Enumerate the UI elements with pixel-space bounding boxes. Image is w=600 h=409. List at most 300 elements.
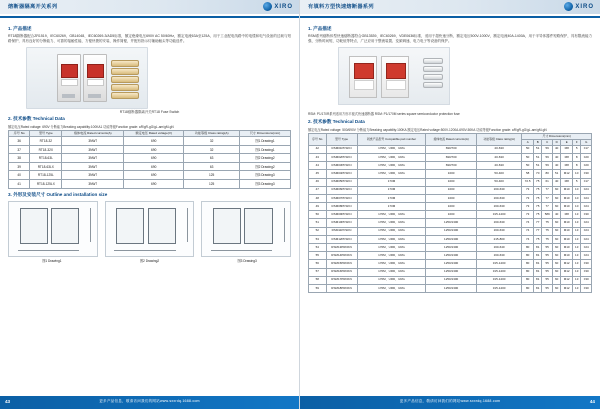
cell-voltage: 690 — [124, 154, 184, 163]
cell-type: RT18-63LX — [30, 162, 62, 171]
cell-current: 3NW7 — [62, 137, 124, 146]
device-window — [354, 63, 374, 79]
cell-f: 13 — [573, 260, 581, 268]
right-col-no: 序号 No — [309, 134, 327, 146]
left-table-body — [9, 137, 291, 188]
fuse-blade — [423, 66, 443, 72]
cell-f: 8 — [573, 153, 581, 161]
cell-b: 75 — [534, 203, 542, 211]
cell-type: RT18-32 — [30, 137, 62, 146]
cell-e: M10 — [561, 235, 573, 243]
cell-class: 160-630 — [476, 227, 522, 235]
product-photo-block — [8, 47, 291, 113]
cell-f: 13 — [573, 211, 581, 219]
cell-dim: 图3 Drawing3 — [240, 171, 291, 180]
cell-current: 1000 — [426, 170, 476, 178]
cell-c: 59 — [542, 145, 553, 153]
left-col-class: 功能等级 Class rating(A) — [184, 131, 240, 137]
drawing-body-right — [51, 208, 79, 243]
right-table-head — [309, 134, 592, 146]
cell-current: 1000 — [426, 186, 476, 194]
cell-no: 54 — [309, 244, 327, 252]
cell-no: 44 — [309, 162, 327, 170]
cell-class: 215-800 — [476, 235, 522, 243]
cell-no: 45 — [309, 170, 327, 178]
cell-type: RT18-125LX — [30, 180, 62, 189]
cell-f: 10 — [573, 170, 581, 178]
cell-no: 37 — [9, 145, 30, 154]
right-header-title: 有填料方型快速熔断器系列 — [308, 4, 374, 10]
cell-compatible: 170M、URD、URG — [357, 260, 426, 268]
cell-no: 50 — [309, 211, 327, 219]
cell-compatible: 170M、URD、URG — [357, 219, 426, 227]
cell-f: 13 — [573, 235, 581, 243]
cell-e: M10 — [561, 219, 573, 227]
cell-a: 50 — [522, 145, 534, 153]
cell-current: 3NW7 — [62, 171, 124, 180]
cell-no: 47 — [309, 186, 327, 194]
cell-current: 1000 — [426, 194, 476, 202]
cell-g: ±24 — [581, 252, 592, 260]
cell-c: 589 — [542, 211, 553, 219]
cell-g: ±24 — [581, 194, 592, 202]
cell-current: 3NW7 — [62, 145, 124, 154]
cell-class: 125 — [184, 180, 240, 189]
right-page — [300, 0, 600, 409]
cell-no: 40 — [9, 171, 30, 180]
cell-b: 51 — [534, 153, 542, 161]
cell-class: 315-1400 — [476, 276, 522, 284]
cell-c: 55 — [542, 244, 553, 252]
cell-g: ±24 — [581, 227, 592, 235]
cell-c: 75 — [542, 219, 553, 227]
cell-g: ±30 — [581, 284, 592, 292]
cell-type: RSM13PRDKN — [326, 244, 357, 252]
cell-e: M12 — [561, 284, 573, 292]
left-header-title: 熔断器隔离开关系列 — [8, 4, 58, 10]
cell-c: 77 — [542, 186, 553, 194]
cell-class: 315-1400 — [476, 284, 522, 292]
device-clip — [62, 94, 75, 98]
cell-d: 60 — [552, 260, 560, 268]
cell-compatible: 170M、URD、URG — [357, 276, 426, 284]
cell-c: 55 — [542, 284, 553, 292]
outline-drawings — [8, 201, 291, 257]
cell-no: 55 — [309, 252, 327, 260]
cell-a: 72.5 — [522, 178, 534, 186]
cell-no: 46 — [309, 178, 327, 186]
fuse-link — [111, 76, 139, 83]
cell-c: 59 — [542, 162, 553, 170]
left-col-current: 熔体电流 Rated currents(A) — [62, 131, 124, 137]
drawing-body-left — [20, 208, 48, 243]
cell-b: 81 — [534, 268, 542, 276]
cell-e: M10 — [561, 186, 573, 194]
cell-b: 75 — [534, 194, 542, 202]
table-row — [309, 203, 592, 211]
cell-e: M10 — [561, 227, 573, 235]
cell-class: 63 — [184, 154, 240, 163]
right-col-compatible: 同类产品型号 Compatible part number — [357, 134, 426, 146]
table-row — [9, 137, 291, 146]
device-window — [386, 63, 406, 79]
cell-dim: 图2 Drawing2 — [240, 154, 291, 163]
cell-c: 55 — [542, 252, 553, 260]
cell-e: M12 — [561, 268, 573, 276]
cell-type: RSM03PFSKN — [326, 162, 357, 170]
cell-class: 315-1400 — [476, 268, 522, 276]
right-page-number: 44 — [589, 399, 595, 405]
left-page-body — [0, 18, 299, 263]
cell-f: 13 — [573, 227, 581, 235]
cell-e: M10 — [561, 252, 573, 260]
cell-dim: 图3 Drawing3 — [240, 180, 291, 189]
cell-current: 1250/1300 — [426, 244, 476, 252]
cell-no: 49 — [309, 203, 327, 211]
dim-col-f: F — [573, 139, 581, 145]
cell-type: RSM09PFSKN — [326, 211, 357, 219]
cell-no: 39 — [9, 162, 30, 171]
dimension-line-horizontal — [114, 250, 175, 251]
fuse-link — [111, 60, 139, 67]
cell-d: 60 — [552, 235, 560, 243]
fuse-device-1 — [349, 56, 377, 98]
fuse-switch-device-1 — [57, 54, 81, 102]
cell-d: 60 — [552, 268, 560, 276]
cell-a: 74 — [522, 219, 534, 227]
cell-a: 73 — [522, 194, 534, 202]
cell-g: ±24 — [581, 235, 592, 243]
cell-compatible: 170M — [357, 203, 426, 211]
cell-class: 160-630 — [476, 186, 522, 194]
dimension-line-vertical — [90, 208, 91, 241]
cell-g: ±20 — [581, 162, 592, 170]
table-row — [309, 244, 592, 252]
cell-type: RSM02PFSKN — [326, 153, 357, 161]
table-row — [309, 170, 592, 178]
cell-current: 1000 — [426, 178, 476, 186]
cell-type: RT18-32X — [30, 145, 62, 154]
cell-g: ±30 — [581, 170, 592, 178]
cell-a: 80 — [522, 284, 534, 292]
cell-dim: 图2 Drawing2 — [240, 162, 291, 171]
cell-f: 10 — [573, 186, 581, 194]
cell-c: 55 — [542, 260, 553, 268]
cell-class: 50-400 — [476, 178, 522, 186]
cell-type: RSM07PFSKN — [326, 194, 357, 202]
cell-type: RSM11PFSKN — [326, 227, 357, 235]
cell-type: RSM08PFSKN — [326, 203, 357, 211]
cell-d: 60 — [552, 284, 560, 292]
left-page-footer — [0, 396, 299, 409]
cell-compatible: 170M、URD、URG — [357, 227, 426, 235]
cell-e: M10 — [561, 244, 573, 252]
cell-e: M8 — [561, 162, 573, 170]
table-row — [9, 145, 291, 154]
left-section1-title: 1. 产品描述 — [8, 26, 32, 31]
cell-current: 690/700 — [426, 145, 476, 153]
cell-type: RSM10PFSKN — [326, 219, 357, 227]
fuse-link — [111, 84, 139, 91]
outline-drawing-2 — [105, 201, 195, 257]
fuse-link — [111, 68, 139, 75]
cell-current: 1250/1300 — [426, 235, 476, 243]
cell-g: ±17 — [581, 178, 592, 186]
cell-d: 60 — [552, 203, 560, 211]
cell-e: M10 — [561, 203, 573, 211]
cell-compatible: 170M、URD、URG — [357, 145, 426, 153]
cell-current: 1250/1300 — [426, 260, 476, 268]
cell-g: ±24 — [581, 219, 592, 227]
cell-e: M12 — [561, 276, 573, 284]
fuse-blade — [423, 82, 443, 88]
cell-d: 51 — [552, 170, 560, 178]
cell-e: M8 — [561, 178, 573, 186]
cell-no: 41 — [9, 180, 30, 189]
cell-type: RSM16PRDKN — [326, 268, 357, 276]
table-row — [9, 162, 291, 171]
cell-d: 60 — [552, 244, 560, 252]
cell-c: 77 — [542, 203, 553, 211]
right-spec-table — [308, 133, 592, 293]
device-label — [87, 79, 104, 86]
cell-f: 5 — [573, 178, 581, 186]
cell-class: 63 — [184, 162, 240, 171]
cell-type: RSM04PFSKN — [326, 170, 357, 178]
cell-compatible: 170M、URD、URG — [357, 268, 426, 276]
table-row — [309, 276, 592, 284]
cell-a: 74 — [522, 235, 534, 243]
drawing-body-right — [148, 208, 176, 243]
table-row — [309, 153, 592, 161]
drawing-body-left — [213, 208, 241, 243]
cell-f: 10 — [573, 203, 581, 211]
table-row — [309, 219, 592, 227]
cell-d: 40 — [552, 162, 560, 170]
left-col-voltage: 额定电压 Rated voltage(V) — [124, 131, 184, 137]
drawing-body-left — [116, 208, 144, 243]
right-col-type: 型号 Type — [326, 134, 357, 146]
left-section1-text: RT18隔断器配合ZR1519、IEC60269、GB14048、IEC60269-3/AD5标准，额定绝缘电压690V AC 50/60Hz，额定电流63A至125A，用于工业配电线路中的电缆和电气设备的过载与短路保护，具有良好的分断能力、可靠的接触性能、方便快捷的安装、操作简便，并配有指示灯辅助触头等功能选件。 — [8, 34, 291, 44]
left-table-note: 额定电压Rated voltage: 690V 分断能力Breaking capability:100KA1 功能等级Function grade: aR/gR-gG/gL-am/gM-gN — [8, 125, 174, 130]
cell-type: RT18-125L — [30, 171, 62, 180]
cell-f: 13 — [573, 284, 581, 292]
dimension-line-horizontal — [18, 250, 79, 251]
cell-b: 75 — [534, 186, 542, 194]
cell-d: 40 — [552, 145, 560, 153]
cell-f: 8 — [573, 162, 581, 170]
drawing-caption-1: 图1 Drawing1 — [42, 258, 62, 263]
cell-current: 1250/1300 — [426, 276, 476, 284]
cell-class: 315-1400 — [476, 211, 522, 219]
left-col-type: 型号 Type — [30, 131, 62, 137]
right-col-class: 功能等级 Class rating(A) — [476, 134, 522, 146]
cell-g: ±24 — [581, 244, 592, 252]
cell-a: 73 — [522, 203, 534, 211]
left-section3-title: 3. 外形及安装尺寸 Outline and installation size — [8, 191, 108, 197]
cell-c: 75 — [542, 227, 553, 235]
table-row — [309, 211, 592, 219]
cell-current: 1250/1300 — [426, 219, 476, 227]
cell-type: RSM12PFSKN — [326, 235, 357, 243]
cell-no: 36 — [9, 137, 30, 146]
cell-current: 3NW7 — [62, 162, 124, 171]
cell-e: M8 — [561, 145, 573, 153]
cell-d: 40 — [552, 178, 560, 186]
device-label — [61, 79, 78, 86]
device-clip — [88, 94, 101, 98]
cell-no: 53 — [309, 235, 327, 243]
dim-col-d: D — [552, 139, 560, 145]
cell-type: RSM15PRDKN — [326, 260, 357, 268]
cell-voltage: 690 — [124, 162, 184, 171]
cell-class: 160-630 — [476, 194, 522, 202]
cell-no: 56 — [309, 260, 327, 268]
cell-no: 57 — [309, 268, 327, 276]
cell-b: 75 — [534, 178, 542, 186]
cell-b: 51 — [534, 162, 542, 170]
cell-compatible: 170M、URD、URG — [357, 244, 426, 252]
fuse-device-2 — [381, 56, 409, 98]
brand-name: XIRO — [575, 3, 594, 10]
right-table-body — [309, 145, 592, 292]
cell-g: ±20 — [581, 153, 592, 161]
cell-class: 50-400 — [476, 170, 522, 178]
cell-type: RSM06PFSKN — [326, 186, 357, 194]
dim-col-a: A — [522, 139, 534, 145]
table-row — [9, 171, 291, 180]
cell-f: 13 — [573, 219, 581, 227]
table-row — [309, 268, 592, 276]
dim-col-g: G — [581, 139, 592, 145]
right-table-note: 额定电压Rated voltage: 500/690V 分断能力Breaking capability:100KA 额定电压Rated voltage:500V-1200A-690V-50KA 功能等级Function grade: aR/gR-gG/gL-am/gM-gN — [308, 128, 547, 133]
cell-d: 60 — [552, 252, 560, 260]
cell-class: 160-630 — [476, 252, 522, 260]
cell-g: ±30 — [581, 268, 592, 276]
drawing-caption-2: 图2 Drawing2 — [139, 258, 160, 263]
product-photo-caption: RT18熔断器隔离开关RT18 Fuse Switch — [119, 110, 180, 115]
outline-drawing-3 — [201, 201, 291, 257]
product-photo — [26, 47, 148, 109]
cell-c: 59 — [542, 153, 553, 161]
cell-no: 58 — [309, 276, 327, 284]
cell-b: 81 — [534, 244, 542, 252]
right-page-body — [300, 18, 600, 293]
right-page-footer — [300, 396, 600, 409]
cell-class: 32 — [184, 145, 240, 154]
cell-b: 81 — [534, 276, 542, 284]
cell-b: 70 — [534, 170, 542, 178]
cell-a: 80 — [522, 260, 534, 268]
cell-d: 60 — [552, 186, 560, 194]
table-row — [309, 284, 592, 292]
brand-mark-icon — [263, 2, 272, 11]
right-product-photo-block — [308, 47, 592, 109]
table-row — [309, 145, 592, 153]
cell-d: 40 — [552, 211, 560, 219]
cell-dim: 图1 Drawing1 — [240, 137, 291, 146]
left-section2-title: 2. 技术参数 Technical Data — [8, 116, 65, 122]
cell-a: 73 — [522, 186, 534, 194]
cell-a: 80 — [522, 244, 534, 252]
cell-g: ±17 — [581, 145, 592, 153]
drawing-body-right — [244, 208, 272, 243]
cell-type: RSM17PRDKN — [326, 276, 357, 284]
cell-type: RSM18PRDKN — [326, 284, 357, 292]
cell-d: 40 — [552, 153, 560, 161]
right-section1-text: RSM系列熔断体型快速熔断器符合GB13539、IEC60269、VDE0636标准，适用于超快速分断，额定电压500V-1000V，额定电流40A-1400A，用于半导体器件短路保护，具有限流能力强、分断时间短、功耗低等特点，广泛应用于整流装置、变频调速、电力电子等设备的保护。 — [308, 34, 592, 44]
outline-drawing-1 — [8, 201, 98, 257]
left-page-number: 43 — [5, 399, 11, 405]
cell-type: RT18-63L — [30, 154, 62, 163]
fuse-blade — [423, 58, 443, 64]
outline-drawing-captions — [8, 257, 291, 263]
cell-d: 60 — [552, 276, 560, 284]
cell-e: M12 — [561, 170, 573, 178]
cell-d: 60 — [552, 219, 560, 227]
cell-d: 60 — [552, 227, 560, 235]
cell-a: 50 — [522, 162, 534, 170]
cell-a: 80 — [522, 268, 534, 276]
cell-no: 59 — [309, 284, 327, 292]
left-page-header — [0, 0, 299, 18]
cell-no: 42 — [309, 145, 327, 153]
brand-logo — [263, 2, 293, 11]
cell-b: 51 — [534, 145, 542, 153]
right-col-dimensions: 尺寸 Dimensions(mm) — [522, 134, 592, 140]
dim-col-c: C — [542, 139, 553, 145]
cell-current: 3NW7 — [62, 154, 124, 163]
left-col-no: 序号 No — [9, 131, 30, 137]
table-row — [309, 227, 592, 235]
cell-f: 13 — [573, 268, 581, 276]
cell-class: 160-630 — [476, 203, 522, 211]
fuse-switch-device-2 — [83, 54, 107, 102]
cell-current: 690/700 — [426, 153, 476, 161]
cell-g: ±24 — [581, 203, 592, 211]
cell-b: 81 — [534, 260, 542, 268]
cell-current: 1000 — [426, 211, 476, 219]
dimension-line-horizontal — [211, 250, 272, 251]
right-section2-title: 2. 技术参数 Technical Data — [308, 119, 365, 125]
cell-e: M8 — [561, 153, 573, 161]
cell-b: 75 — [534, 235, 542, 243]
table-row — [9, 180, 291, 189]
device-window — [61, 64, 78, 78]
table-row — [309, 162, 592, 170]
right-product-photo — [338, 47, 450, 105]
cell-f: 13 — [573, 252, 581, 260]
table-row — [309, 235, 592, 243]
cell-a: 80 — [522, 276, 534, 284]
cell-g: ±30 — [581, 260, 592, 268]
cell-compatible: 170M、URD、URG — [357, 235, 426, 243]
table-row — [309, 178, 592, 186]
cell-b: 77 — [534, 227, 542, 235]
cell-g: ±24 — [581, 186, 592, 194]
right-col-current: 熔体电流 Rated currents(A) — [426, 134, 476, 146]
dimension-line-vertical — [284, 208, 285, 241]
fuse-link — [111, 92, 139, 99]
cell-g: ±30 — [581, 211, 592, 219]
cell-voltage: 690 — [124, 180, 184, 189]
cell-type: RSM05PFSKN — [326, 178, 357, 186]
cell-a: 80 — [522, 252, 534, 260]
table-row — [309, 194, 592, 202]
cell-g: ±30 — [581, 276, 592, 284]
cell-current: 1250/1300 — [426, 268, 476, 276]
cell-c: 55 — [542, 276, 553, 284]
